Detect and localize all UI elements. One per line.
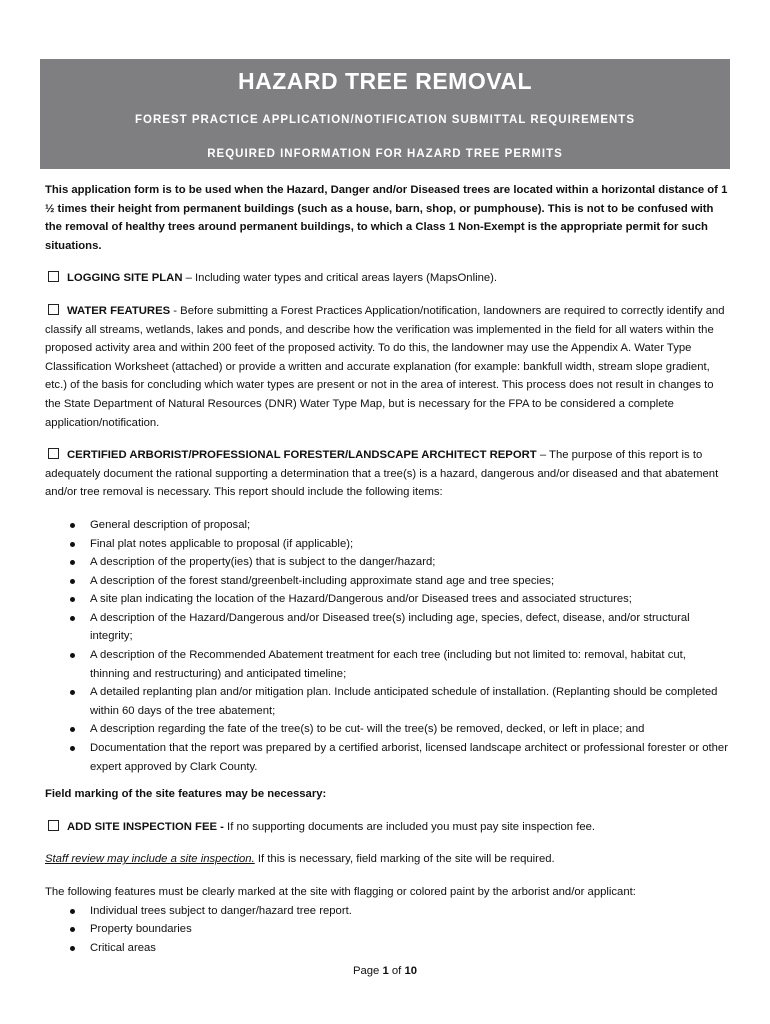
logging-text: – Including water types and critical areas layers (MapsOnline). <box>182 272 498 285</box>
water-features-item <box>45 302 728 432</box>
list-item: Critical areas <box>45 939 728 958</box>
field-marking-heading: Field marking of the site features may be necessary: <box>45 788 327 801</box>
site-inspection-fee-item <box>45 818 728 837</box>
page-total: 10 <box>404 965 418 977</box>
page-word: Page <box>352 965 383 977</box>
page-footer <box>0 962 770 981</box>
features-list <box>45 902 728 958</box>
list-item: A description regarding the fate of the tree(s) to be cut- will the tree(s) be removed, decked, or left in place; and <box>45 720 728 739</box>
fee-text: If no supporting documents are included you must pay site inspection fee. <box>223 820 596 833</box>
water-checkbox[interactable] <box>48 304 59 315</box>
fee-label: ADD SITE INSPECTION FEE - <box>67 820 224 833</box>
list-item: Property boundaries <box>45 920 728 939</box>
arborist-checkbox[interactable] <box>48 448 59 459</box>
report-items-list <box>45 516 728 776</box>
logging-site-plan-item <box>45 269 728 288</box>
list-item: A description of the Hazard/Dangerous and/or Diseased tree(s) including age, species, defect, disease, and/or structural integrity; <box>45 609 728 646</box>
water-text: - Before submitting a Forest Practices Application/notification, landowners are required to correctly identify and classify all streams, wetlands, lakes and ponds, and describe how the verification was implemented in the field for all waters within the proposed activity area and within 200 feet of the proposed activity. To do this, the landowner may use the Appendix A. Water Type Classification Worksheet (attached) or provide a written and accurate explanation (for example: bankfull width, stream slope gradient, etc.) of the basis for concluding which water types are present or not in the area of interest. This process does not result in changes to the State Department of Natural Resources (DNR) Water Type Map, but is necessary for the FPA to be considered a complete application/notification. <box>45 304 725 429</box>
staff-review-text: If this is necessary, field marking of the site will be required. <box>254 853 555 866</box>
document-body <box>45 181 728 966</box>
water-label: WATER FEATURES <box>67 304 171 317</box>
intro-paragraph: This application form is to be used when the Hazard, Danger and/or Diseased trees are located within a horizontal distance of 1 ½ times their height from permanent buildings (such as a house, barn, shop, or pumphouse). This is not to be confused with the removal of healthy trees around permanent buildings, to which a Class 1 Non-Exempt is the appropriate permit for such situations. <box>45 184 728 252</box>
features-intro: The following features must be clearly marked at the site with flagging or colored paint by the arborist and/or applicant: <box>45 886 636 898</box>
list-item: A description of the forest stand/greenbelt-including approximate stand age and tree species; <box>45 572 728 591</box>
page-title: HAZARD TREE REMOVAL <box>237 68 532 94</box>
arborist-label: CERTIFIED ARBORIST/PROFESSIONAL FORESTER/LANDSCAPE ARCHITECT REPORT <box>67 449 537 462</box>
staff-review-underlined: Staff review may include a site inspection. <box>45 853 255 866</box>
logging-label: LOGGING SITE PLAN <box>67 272 183 285</box>
list-item: Individual trees subject to danger/hazard tree report. <box>45 902 728 921</box>
staff-review-note <box>45 850 728 869</box>
list-item: Documentation that the report was prepared by a certified arborist, licensed landscape architect or professional forester or other expert approved by Clark County. <box>45 739 728 776</box>
header-banner <box>40 59 730 169</box>
page-number: 1 <box>382 965 389 977</box>
list-item: A detailed replanting plan and/or mitigation plan. Include anticipated schedule of installation. (Replanting should be completed within 60 days of the tree abatement; <box>45 683 728 720</box>
subtitle-required-info: REQUIRED INFORMATION FOR HAZARD TREE PERMITS <box>207 148 563 160</box>
list-item: A site plan indicating the location of the Hazard/Dangerous and/or Diseased trees and associated structures; <box>45 590 728 609</box>
list-item: General description of proposal; <box>45 516 728 535</box>
list-item: A description of the Recommended Abatement treatment for each tree (including but not limited to: removal, habitat cut, thinning and restructuring) and anticipated timeline; <box>45 646 728 683</box>
of-word: of <box>388 965 405 977</box>
arborist-text: – The purpose of this report is to adequately document the rational supporting a determination that a tree(s) is a hazard, dangerous and/or diseased and that abatement and/or tree removal is necessary. This report should include the following items: <box>45 449 719 499</box>
list-item: Final plat notes applicable to proposal (if applicable); <box>45 535 728 554</box>
arborist-report-item <box>45 446 728 502</box>
list-item: A description of the property(ies) that is subject to the danger/hazard; <box>45 553 728 572</box>
logging-checkbox[interactable] <box>48 271 59 282</box>
fee-checkbox[interactable] <box>48 820 59 831</box>
subtitle-submittal: FOREST PRACTICE APPLICATION/NOTIFICATION SUBMITTAL REQUIREMENTS <box>135 114 635 126</box>
